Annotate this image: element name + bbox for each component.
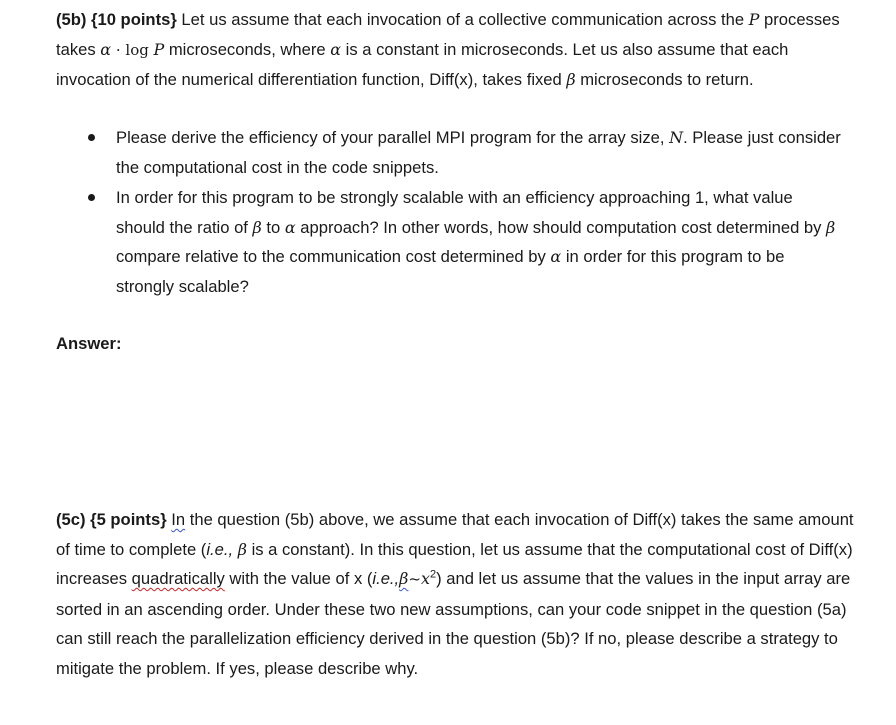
italic-text: i.e., bbox=[206, 539, 234, 559]
italic-text: i.e., bbox=[372, 569, 400, 588]
spelling-flagged-word[interactable]: quadratically bbox=[131, 569, 225, 588]
math-symbol: N bbox=[669, 128, 684, 147]
question-5b-label: (5b) {10 points} bbox=[56, 10, 177, 29]
bullet-icon bbox=[88, 194, 95, 201]
math-symbol: · bbox=[111, 40, 126, 59]
math-symbol: β bbox=[826, 217, 836, 237]
question-5b-bullet-list bbox=[56, 123, 846, 302]
math-symbol: β bbox=[566, 70, 576, 89]
math-symbol: β bbox=[399, 569, 409, 588]
question-5b-paragraph bbox=[56, 5, 856, 95]
bullet-text: to bbox=[261, 217, 285, 237]
question-5b-text: microseconds to return. bbox=[575, 70, 754, 89]
answer-label: Answer: bbox=[56, 334, 122, 353]
bullet-text: In order for this program to be strongly scalable with an efficiency approaching 1, what value should the ratio of bbox=[116, 188, 793, 237]
bullet-text: approach? In other words, how should computation cost determined by bbox=[295, 217, 827, 237]
question-5b-text: microseconds, where bbox=[164, 39, 331, 59]
question-5b-text: Let us assume that each invocation of a collective communication across the bbox=[176, 10, 749, 29]
math-symbol: α bbox=[100, 39, 112, 59]
question-5b-text: is a constant in microseconds. Let us also assume that each invocation of the numerical differentiation function, Diff(x), takes fixed bbox=[56, 39, 789, 89]
math-symbol: x bbox=[420, 569, 430, 588]
bullet-icon bbox=[88, 134, 95, 141]
bullet-text: Please derive the efficiency of your parallel MPI program for the array size, bbox=[116, 128, 670, 147]
math-symbol: α bbox=[284, 217, 296, 237]
math-symbol: α bbox=[330, 39, 342, 59]
question-5c-text: ) and let us assume that the values in the input array are sorted in an ascending order. Under these two new assumptions, can your code snippet in the question (5a) can still reach the parallelization efficiency derived in the question (5b)? If no, please describe a strategy to mitigate the problem. If yes, please describe why. bbox=[56, 569, 851, 678]
math-symbol: P bbox=[748, 10, 760, 29]
question-5c-text: with the value of x ( bbox=[224, 569, 373, 588]
math-symbol: β bbox=[237, 539, 247, 559]
bullet-text: . Please just consider the computational cost in the code snippets. bbox=[116, 128, 841, 177]
question-5c-text: the question (5b) above, we assume that each invocation of Diff(x) takes the same amount of time to complete ( bbox=[56, 510, 854, 559]
question-5c-text: is a constant). In this question, let us assume that the computational cost of Diff(x) increases bbox=[56, 539, 853, 588]
bullet-item bbox=[56, 123, 846, 182]
math-symbol: α bbox=[550, 247, 562, 266]
math-symbol: ~ bbox=[408, 570, 421, 588]
question-5c-label: (5c) {5 points} bbox=[56, 510, 167, 529]
question-5c-paragraph bbox=[56, 505, 856, 683]
math-superscript: 2 bbox=[430, 568, 437, 581]
grammar-flagged-word[interactable]: In bbox=[171, 510, 186, 529]
math-symbol: log bbox=[125, 40, 149, 59]
bullet-item bbox=[56, 183, 846, 301]
math-symbol: P bbox=[153, 39, 165, 59]
math-symbol: β bbox=[252, 217, 262, 237]
bullet-text: in order for this program to be strongly scalable? bbox=[116, 247, 785, 296]
question-5b-text: processes takes bbox=[56, 10, 840, 59]
bullet-text: compare relative to the communication cost determined by bbox=[116, 247, 551, 266]
